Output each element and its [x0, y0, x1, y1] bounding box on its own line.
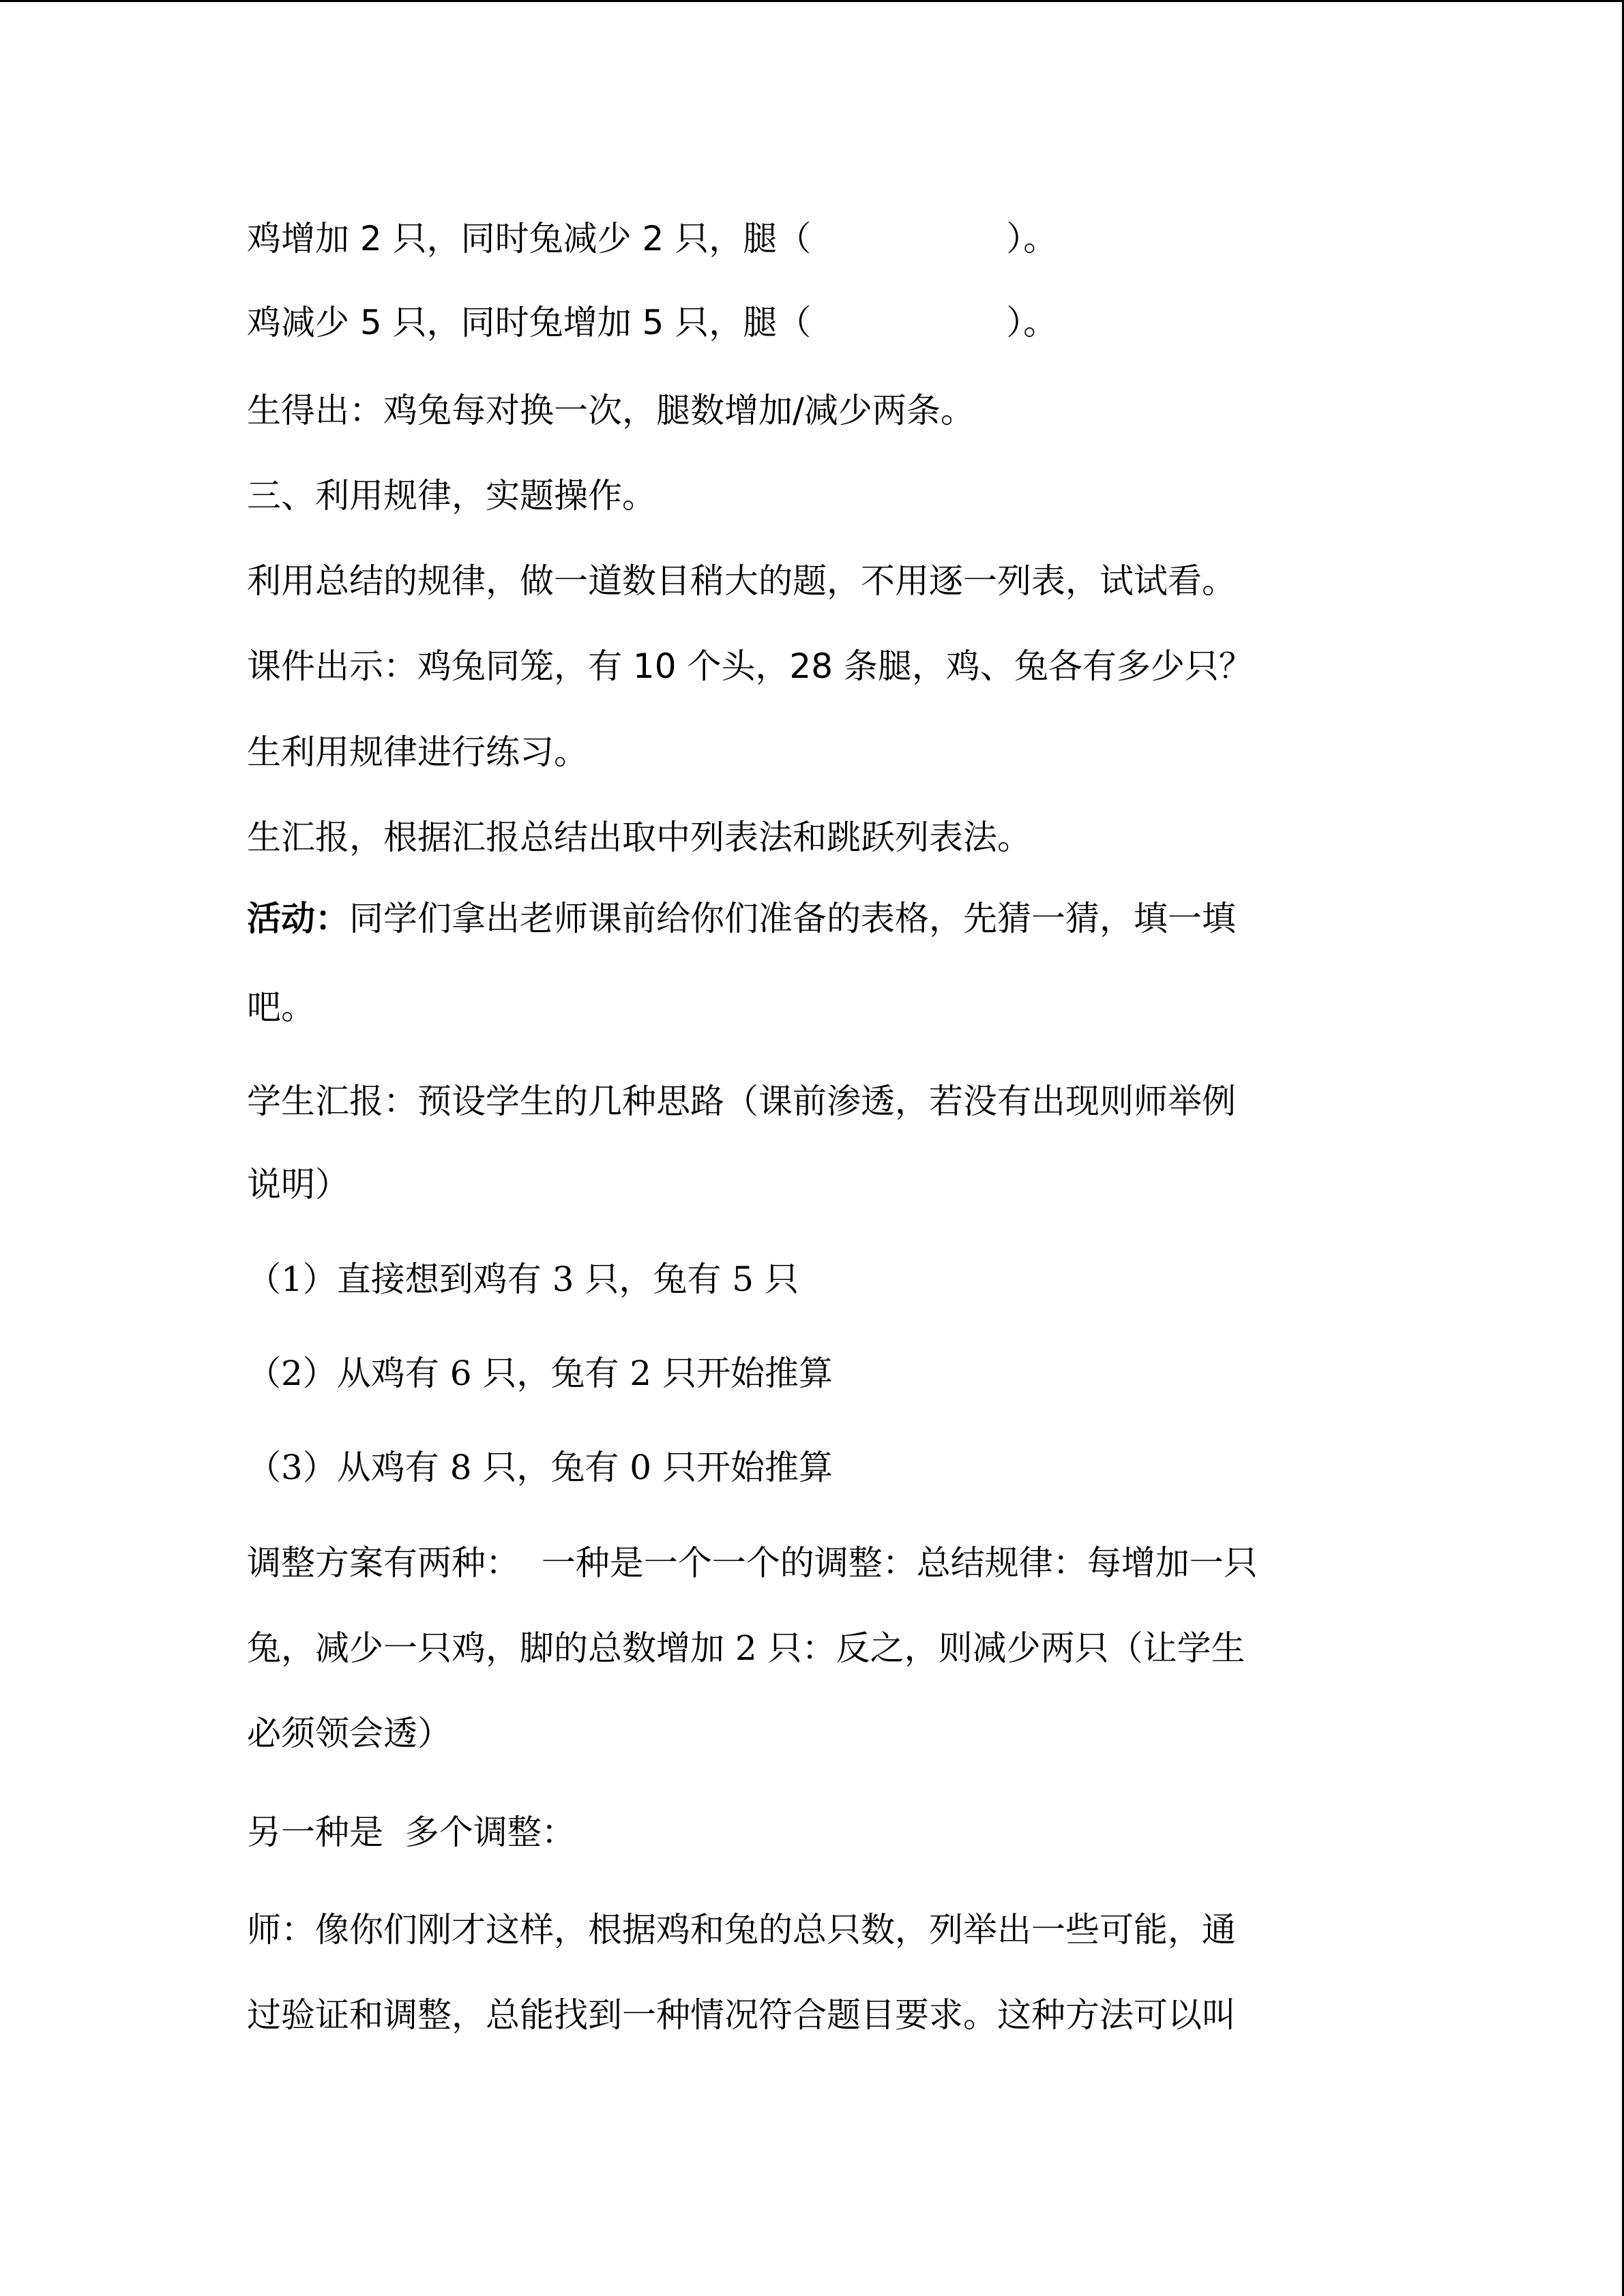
paragraph-line: 说明） [247, 1165, 349, 1204]
section-heading: 三、利用规律，实题操作。 [247, 476, 656, 516]
paragraph-line: 师：像你们刚才这样，根据鸡和兔的总只数，列举出一些可能，通 [247, 1910, 1236, 1950]
paragraph-line: 过验证和调整，总能找到一种情况符合题目要求。这种方法可以叫 [247, 1995, 1236, 2035]
paragraph-line: 另一种是 多个调整： [247, 1813, 576, 1852]
list-item: （3）从鸡有 8 只，兔有 0 只开始推算 [247, 1448, 833, 1487]
paragraph-line: 调整方案有两种： 一种是一个一个的调整：总结规律：每增加一只 [247, 1543, 1258, 1583]
paragraph-line: 生汇报，根据汇报总结出取中列表法和跳跃列表法。 [247, 818, 1031, 857]
activity-text: 同学们拿出老师课前给你们准备的表格，先猜一猜，填一填 [349, 899, 1236, 938]
activity-line-continuation: 吧。 [247, 987, 315, 1027]
paragraph-line: 鸡增加 2 只，同时兔减少 2 只，腿（ ）。 [247, 219, 1058, 258]
paragraph-line: 生得出：鸡兔每对换一次，腿数增加/减少两条。 [247, 391, 975, 430]
paragraph-line: 必须领会透） [247, 1714, 452, 1753]
paragraph-line: 学生汇报：预设学生的几种思路（课前渗透，若没有出现则师举例 [247, 1082, 1236, 1121]
paragraph-line: 生利用规律进行练习。 [247, 732, 588, 772]
paragraph-line: 课件出示：鸡兔同笼，有 10 个头，28 条腿，鸡、兔各有多少只？ [247, 646, 1253, 686]
activity-line [247, 901, 1236, 936]
page-top-border [0, 0, 1624, 2]
paragraph-line: 利用总结的规律，做一道数目稍大的题，不用逐一列表，试试看。 [247, 561, 1236, 601]
list-item: （2）从鸡有 6 只，兔有 2 只开始推算 [247, 1354, 833, 1393]
activity-label: 活动： [247, 899, 349, 938]
paragraph-line: 兔，减少一只鸡，脚的总数增加 2 只：反之，则减少两只（让学生 [247, 1628, 1245, 1668]
list-item: （1）直接想到鸡有 3 只，兔有 5 只 [247, 1259, 799, 1299]
paragraph-line: 鸡减少 5 只，同时兔增加 5 只，腿（ ）。 [247, 303, 1058, 342]
